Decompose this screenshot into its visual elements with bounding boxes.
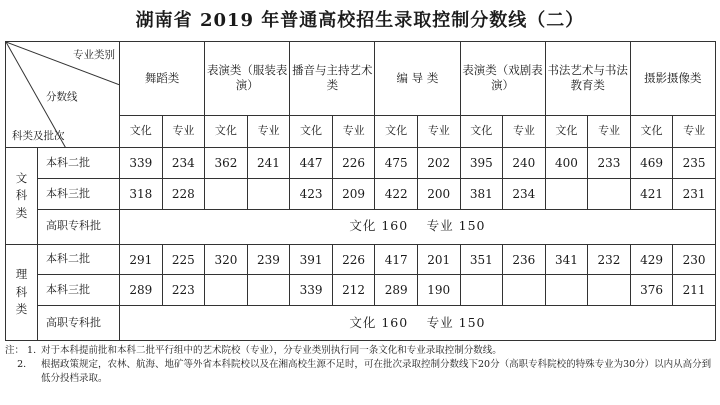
score-cell: 339	[120, 148, 163, 179]
corner-label-major: 专业类别	[73, 49, 115, 61]
score-cell: 391	[290, 244, 333, 275]
score-cell	[503, 275, 546, 306]
category-header-fashion-performance: 表演类（服装表演）	[205, 42, 290, 116]
batch-label: 高职专科批	[38, 209, 120, 244]
header-row-categories	[6, 42, 716, 116]
vocational-score-merged: 文化 160 专业 150	[120, 209, 716, 244]
subheader-culture: 文化	[120, 115, 163, 148]
score-cell	[247, 275, 290, 306]
score-cell: 209	[332, 179, 375, 210]
subheader-culture: 文化	[630, 115, 673, 148]
score-cell: 230	[673, 244, 716, 275]
score-cell	[588, 179, 631, 210]
subheader-culture: 文化	[375, 115, 418, 148]
score-cell: 241	[247, 148, 290, 179]
section-label-science: 理 科 类	[6, 244, 38, 340]
section-label-liberal-arts: 文 科 类	[6, 148, 38, 244]
subheader-major: 专业	[588, 115, 631, 148]
table-row	[6, 209, 716, 244]
table-row	[6, 275, 716, 306]
category-header-broadcasting: 播音与主持艺术类	[290, 42, 375, 116]
footnote-number: 注： 1.	[5, 345, 37, 356]
score-cell: 201	[417, 244, 460, 275]
batch-label: 本科二批	[38, 244, 120, 275]
score-cell: 341	[545, 244, 588, 275]
score-cell: 469	[630, 148, 673, 179]
score-cell: 422	[375, 179, 418, 210]
score-cell: 318	[120, 179, 163, 210]
score-cell: 447	[290, 148, 333, 179]
subheader-culture: 文化	[290, 115, 333, 148]
batch-label: 高职专科批	[38, 306, 120, 341]
footnote-number: 2.	[17, 359, 27, 370]
score-cell: 231	[673, 179, 716, 210]
score-cell	[205, 179, 248, 210]
score-cell: 351	[460, 244, 503, 275]
score-cell: 200	[417, 179, 460, 210]
category-header-drama-performance: 表演类（戏剧表演）	[460, 42, 545, 116]
footnote-text: 对于本科提前批和本科二批平行组中的艺术院校（专业），分专业类别执行同一条文化和专业录取控制分数线。	[41, 345, 502, 356]
score-cell: 225	[162, 244, 205, 275]
score-table	[5, 41, 716, 341]
footnotes	[5, 344, 715, 386]
score-cell	[205, 275, 248, 306]
score-cell: 226	[332, 148, 375, 179]
score-cell: 289	[375, 275, 418, 306]
score-cell: 190	[417, 275, 460, 306]
score-cell: 228	[162, 179, 205, 210]
category-header-directing: 编 导 类	[375, 42, 460, 116]
table-row	[6, 148, 716, 179]
score-cell: 381	[460, 179, 503, 210]
score-cell: 291	[120, 244, 163, 275]
subheader-major: 专业	[503, 115, 546, 148]
subheader-culture: 文化	[460, 115, 503, 148]
score-cell: 289	[120, 275, 163, 306]
corner-label-batch: 科类及批次	[12, 130, 65, 143]
score-cell	[588, 275, 631, 306]
subheader-major: 专业	[417, 115, 460, 148]
score-cell: 423	[290, 179, 333, 210]
footnote-text: 根据政策规定，农林、航海、地矿等外省本科院校以及在湘高校生源不足时，可在批次录取控制分数线下20分（高职专科院校的特殊专业为30分）以内从高分到低分投档录取。	[41, 359, 712, 384]
footnote-2	[5, 358, 715, 386]
score-cell: 212	[332, 275, 375, 306]
score-cell: 235	[673, 148, 716, 179]
score-cell: 417	[375, 244, 418, 275]
corner-label-score: 分数线	[46, 91, 78, 103]
score-cell: 202	[417, 148, 460, 179]
score-cell: 223	[162, 275, 205, 306]
score-cell: 236	[503, 244, 546, 275]
score-cell: 362	[205, 148, 248, 179]
table-row	[6, 179, 716, 210]
table-row	[6, 244, 716, 275]
score-cell: 429	[630, 244, 673, 275]
score-cell: 234	[503, 179, 546, 210]
category-header-photography: 摄影摄像类	[630, 42, 715, 116]
score-cell: 240	[503, 148, 546, 179]
footnote-1	[5, 344, 715, 358]
subheader-major: 专业	[673, 115, 716, 148]
subheader-major: 专业	[247, 115, 290, 148]
score-cell: 226	[332, 244, 375, 275]
score-cell: 400	[545, 148, 588, 179]
score-cell	[247, 179, 290, 210]
score-cell: 233	[588, 148, 631, 179]
category-header-dance: 舞蹈类	[120, 42, 205, 116]
score-cell	[545, 179, 588, 210]
score-cell: 211	[673, 275, 716, 306]
batch-label: 本科三批	[38, 275, 120, 306]
score-cell: 320	[205, 244, 248, 275]
score-cell: 239	[247, 244, 290, 275]
table-corner-header	[6, 42, 120, 148]
subheader-major: 专业	[332, 115, 375, 148]
category-header-calligraphy: 书法艺术与书法教育类	[545, 42, 630, 116]
score-cell: 339	[290, 275, 333, 306]
score-cell: 234	[162, 148, 205, 179]
subheader-major: 专业	[162, 115, 205, 148]
score-cell: 475	[375, 148, 418, 179]
subheader-culture: 文化	[205, 115, 248, 148]
score-cell	[545, 275, 588, 306]
vocational-score-merged: 文化 160 专业 150	[120, 306, 716, 341]
subheader-culture: 文化	[545, 115, 588, 148]
score-cell: 395	[460, 148, 503, 179]
batch-label: 本科二批	[38, 148, 120, 179]
score-cell: 232	[588, 244, 631, 275]
page-title: 湖南省 2019 年普通高校招生录取控制分数线（二）	[135, 10, 585, 31]
score-cell: 421	[630, 179, 673, 210]
score-cell: 376	[630, 275, 673, 306]
batch-label: 本科三批	[38, 179, 120, 210]
table-row	[6, 306, 716, 341]
score-cell	[460, 275, 503, 306]
